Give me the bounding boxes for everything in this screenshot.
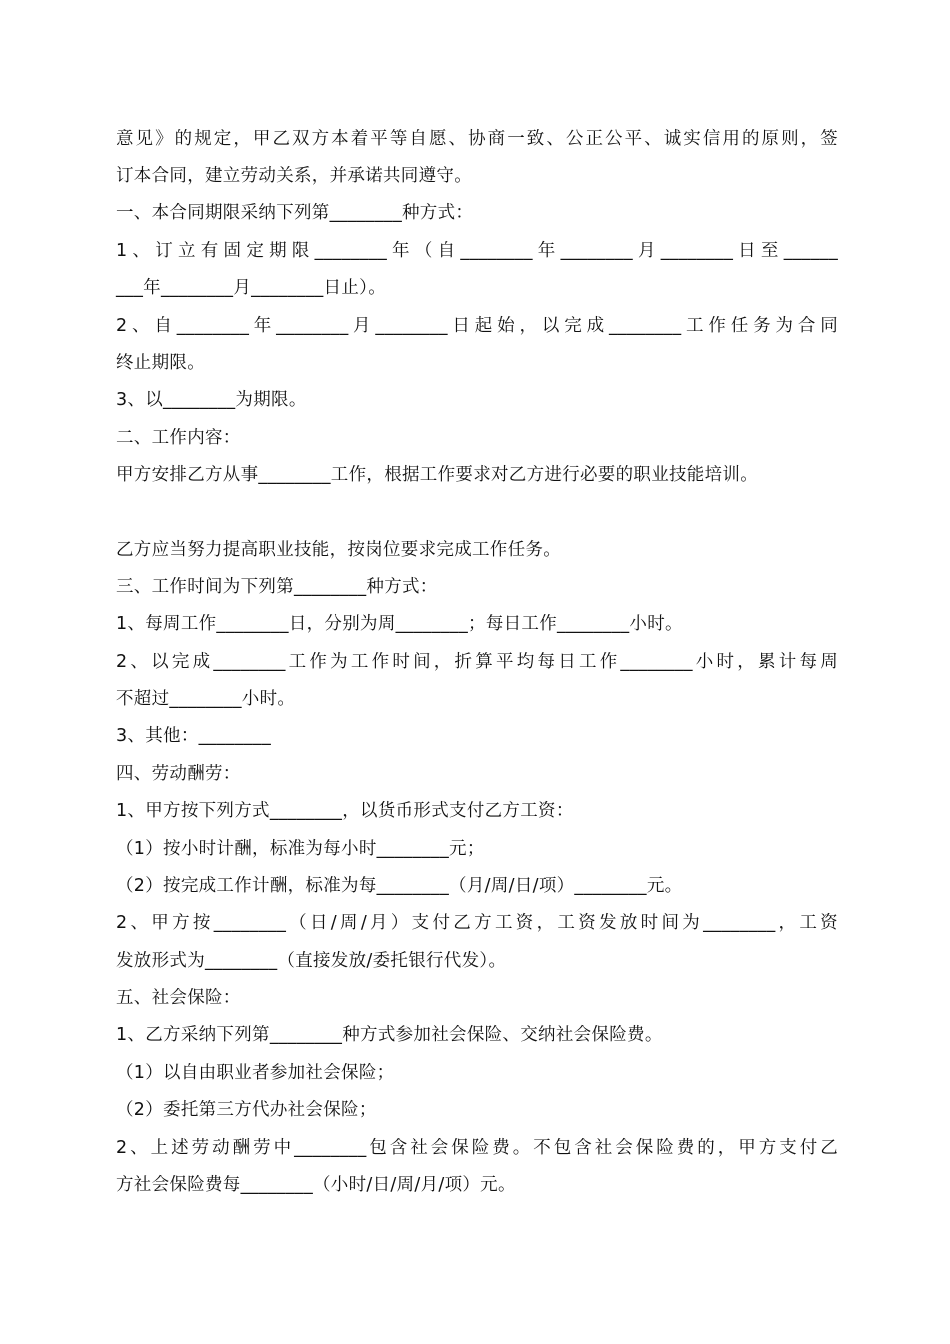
body-line: 乙方应当努力提高职业技能，按岗位要求完成工作任务。: [116, 540, 561, 560]
section-heading: 五、社会保险：: [116, 988, 241, 1008]
body-line: 1、订立有固定期限________年（自________年________月________日至______: [116, 241, 838, 261]
section-heading: 一、本合同期限采纳下列第________种方式：: [116, 203, 474, 223]
body-line: 订本合同，建立劳动关系，并承诺共同遵守。: [116, 166, 472, 186]
section-heading: 二、工作内容：: [116, 428, 241, 448]
body-line: 甲方安排乙方从事________工作，根据工作要求对乙方进行必要的职业技能培训。: [116, 465, 758, 485]
body-line: ___年________月________日止）。: [116, 278, 386, 298]
body-line: （1）按小时计酬，标准为每小时________元；: [116, 839, 485, 859]
body-line: 3、其他：________: [116, 726, 272, 746]
body-line: 不超过________小时。: [116, 689, 296, 709]
body-line: 3、以________为期限。: [116, 390, 307, 410]
body-line: 1、每周工作________日，分别为周________；每日工作________小时。: [116, 614, 683, 634]
body-line: 2、甲方按________（日/周/月）支付乙方工资，工资发放时间为________，工资: [116, 913, 838, 933]
body-line: 2、自________年________月________日起始，以完成________工作任务为合同: [116, 316, 838, 336]
section-heading: 三、工作时间为下列第________种方式：: [116, 577, 438, 597]
body-line: 发放形式为________（直接发放/委托银行代发）。: [116, 951, 507, 971]
body-line: 终止期限。: [116, 353, 205, 373]
body-line: （2）按完成工作计酬，标准为每________（月/周/日/项）________元。: [116, 876, 683, 896]
section-heading: 四、劳动酬劳：: [116, 764, 241, 784]
body-line: 意见》的规定，甲乙双方本着平等自愿、协商一致、公正公平、诚实信用的原则，签: [116, 129, 838, 149]
body-line: 1、乙方采纳下列第________种方式参加社会保险、交纳社会保险费。: [116, 1025, 663, 1045]
body-line: 1、甲方按下列方式________，以货币形式支付乙方工资：: [116, 801, 574, 821]
body-line: 2、以完成________工作为工作时间，折算平均每日工作________小时，累计每周: [116, 652, 838, 672]
body-line: （1）以自由职业者参加社会保险；: [116, 1063, 395, 1083]
body-line: 2、上述劳动酬劳中________包含社会保险费。不包含社会保险费的，甲方支付乙: [116, 1138, 838, 1158]
body-line: （2）委托第三方代办社会保险；: [116, 1100, 377, 1120]
body-line: 方社会保险费每________（小时/日/周/月/项）元。: [116, 1175, 516, 1195]
